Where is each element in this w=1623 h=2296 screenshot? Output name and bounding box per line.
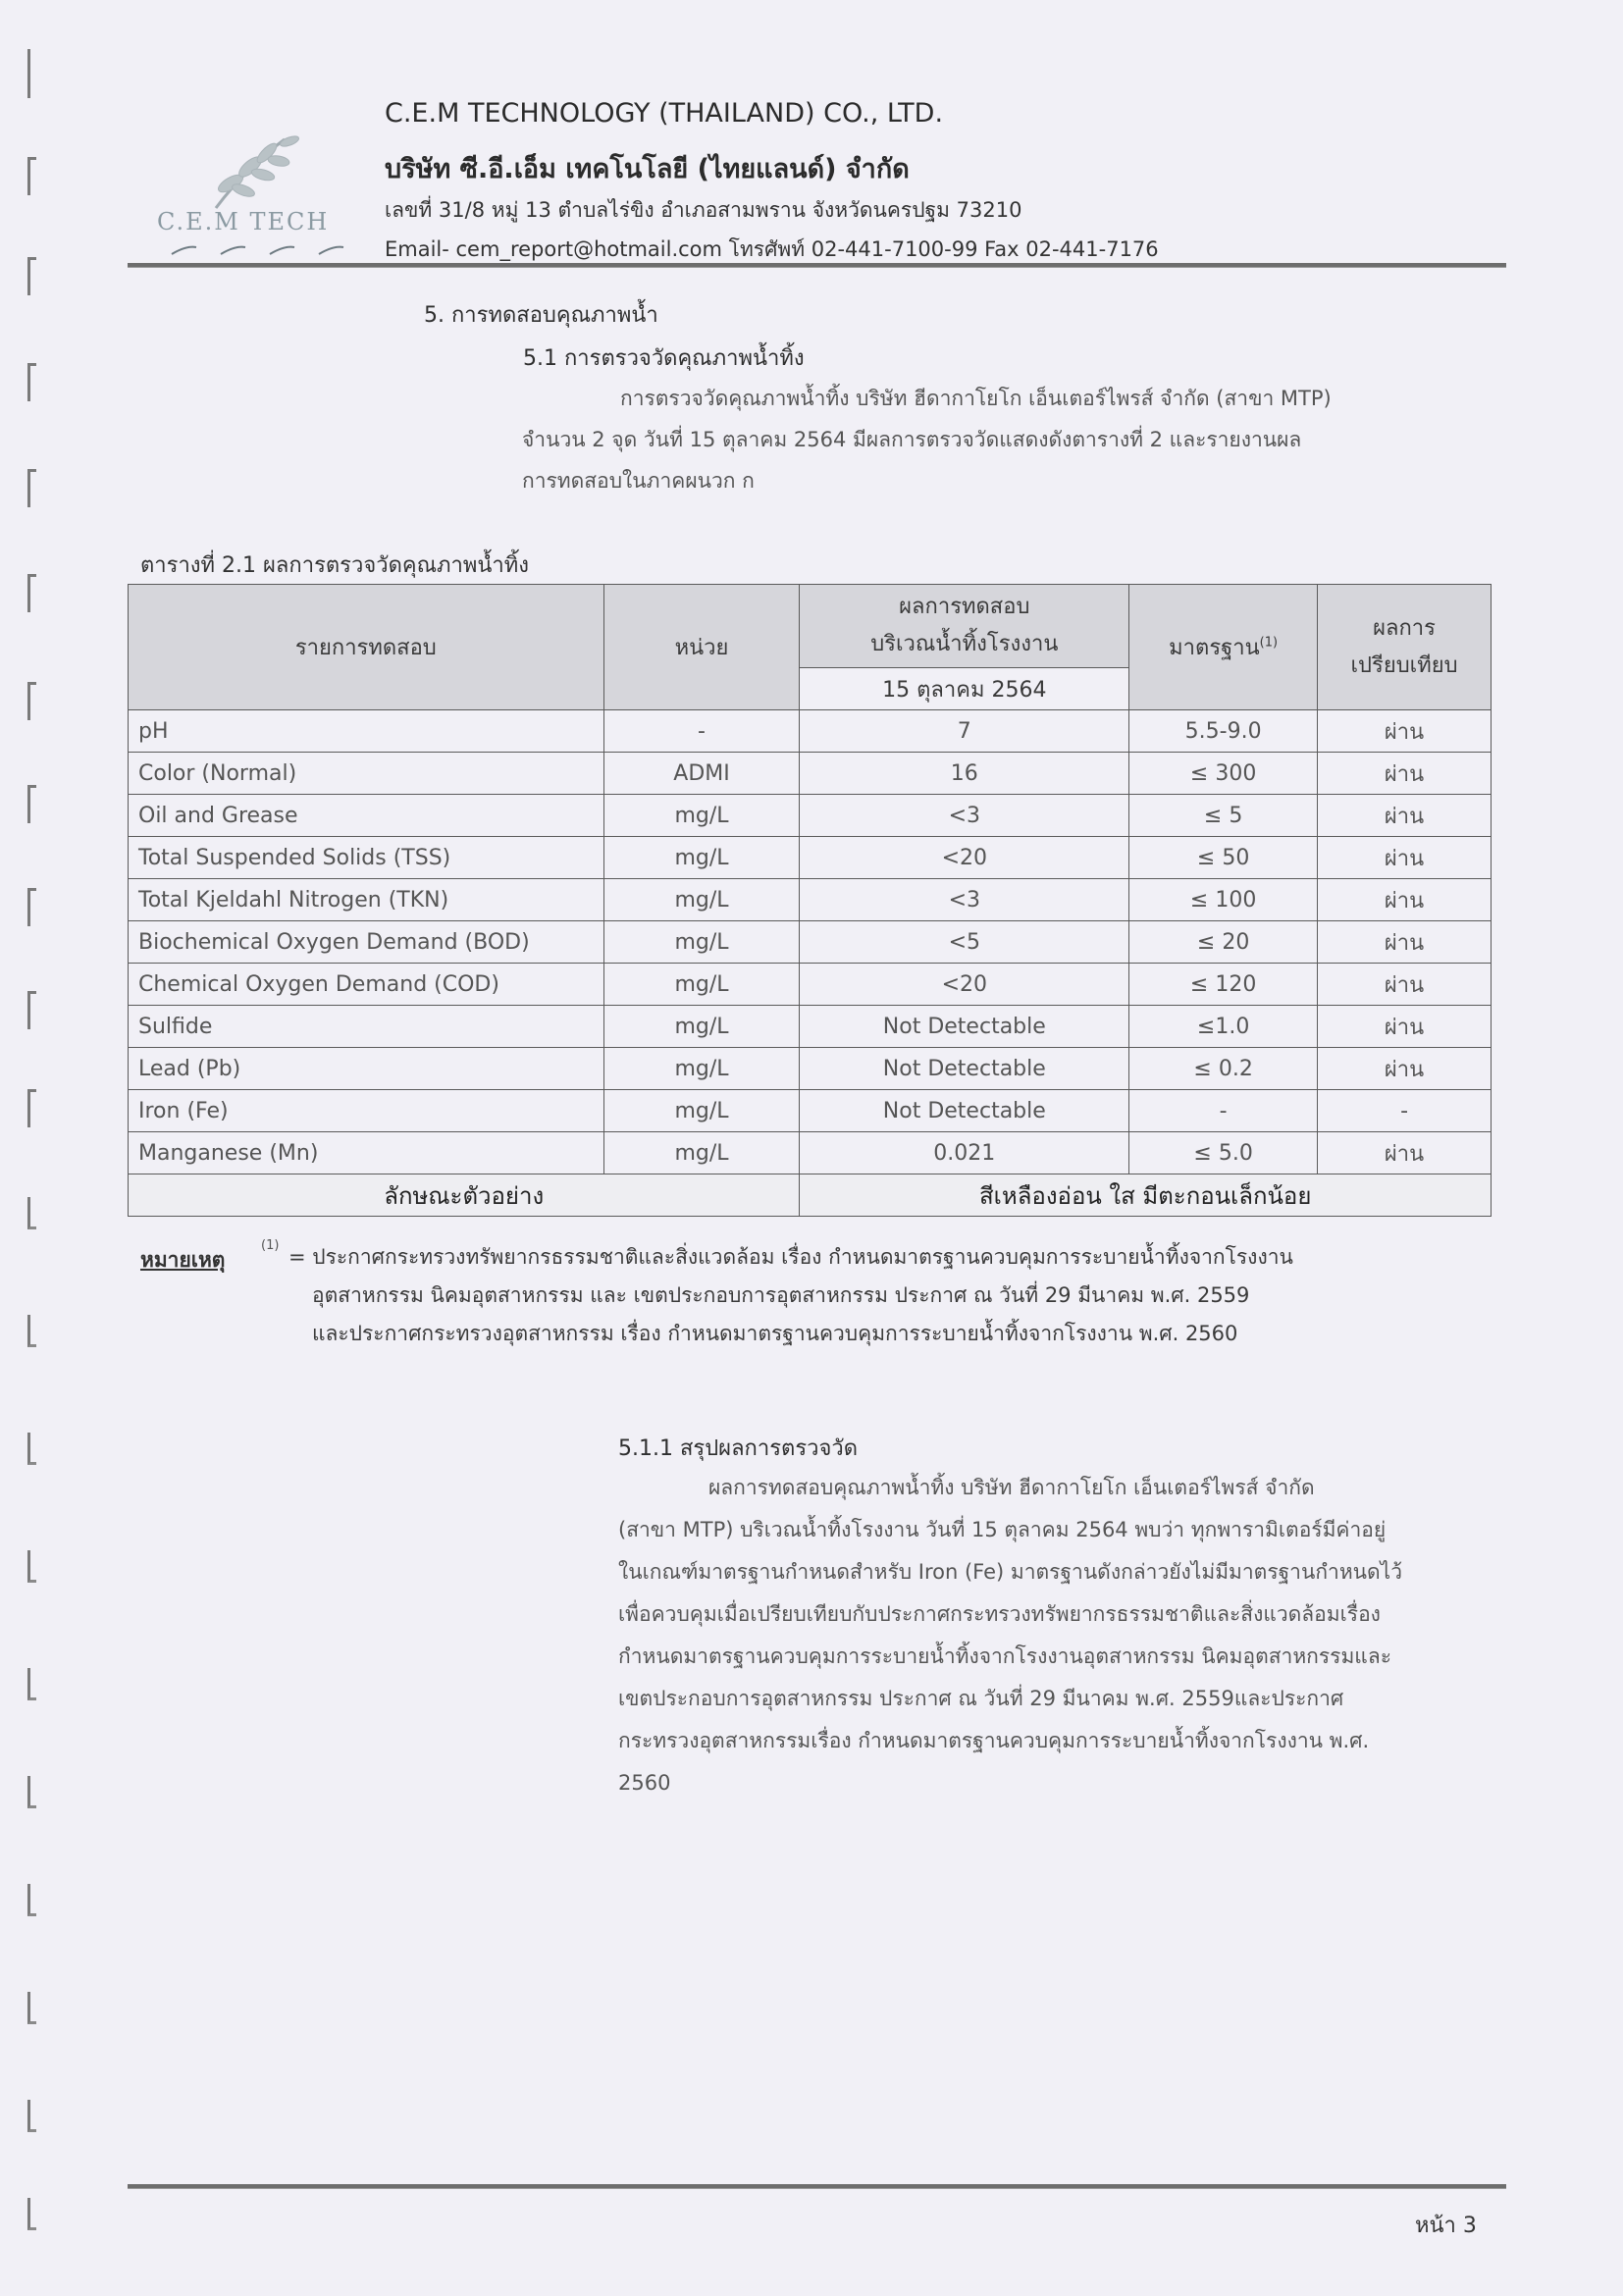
cell-unit: mg/L bbox=[603, 1132, 800, 1174]
header-compare-line2: เปรียบเทียบ bbox=[1350, 652, 1458, 678]
characteristic-label: ลักษณะตัวอย่าง bbox=[129, 1174, 800, 1217]
logo-text: C.E.M TECH bbox=[157, 208, 330, 235]
cell-result: Not Detectable bbox=[800, 1048, 1129, 1090]
note-line-2: อุตสาหกรรม นิคมอุตสาหกรรม และ เขตประกอบการอุตสาหกรรม ประกาศ ณ วันที่ 29 มีนาคม พ.ศ. 2559 bbox=[312, 1283, 1250, 1307]
cell-standard: - bbox=[1129, 1090, 1318, 1132]
intro-line-3: การทดสอบในภาคผนวก ก bbox=[522, 469, 755, 493]
characteristic-value: สีเหลืองอ่อน ใส มีตะกอนเล็กน้อย bbox=[800, 1174, 1492, 1217]
cell-unit: - bbox=[603, 710, 800, 753]
cell-result: Not Detectable bbox=[800, 1090, 1129, 1132]
summary-line-7: กระทรวงอุตสาหกรรมเรื่อง กำหนดมาตรฐานควบคุมการระบายน้ำทิ้งจากโรงงาน พ.ศ. bbox=[618, 1729, 1370, 1752]
header-result-line2: บริเวณน้ำทิ้งโรงงาน bbox=[870, 632, 1059, 656]
table-row bbox=[129, 1048, 1492, 1090]
header-standard-label: มาตรฐาน bbox=[1169, 636, 1260, 660]
note-sup: (1) bbox=[261, 1238, 280, 1253]
cell-compare: ผ่าน bbox=[1318, 710, 1492, 753]
cell-unit: mg/L bbox=[603, 837, 800, 879]
results-table bbox=[128, 584, 1492, 1217]
cell-unit: mg/L bbox=[603, 1006, 800, 1048]
cell-standard: ≤ 300 bbox=[1129, 753, 1318, 795]
cell-item: Lead (Pb) bbox=[129, 1048, 604, 1090]
table-row bbox=[129, 795, 1492, 837]
cell-result: <3 bbox=[800, 879, 1129, 921]
table-row bbox=[129, 1132, 1492, 1174]
leaf-icon bbox=[157, 130, 353, 218]
company-contact: Email- cem_report@hotmail.com โทรศัพท์ 02-441-7100-99 Fax 02-441-7176 bbox=[385, 237, 1159, 261]
summary-line-1: ผลการทดสอบคุณภาพน้ำทิ้ง บริษัท ฮีดากาโยโก เอ็นเตอร์ไพรส์ จำกัด bbox=[708, 1476, 1315, 1499]
header-date: 15 ตุลาคม 2564 bbox=[800, 668, 1129, 710]
note-line-3: และประกาศกระทรวงอุตสาหกรรม เรื่อง กำหนดมาตรฐานควบคุมการระบายน้ำทิ้งจากโรงงาน พ.ศ. 2560 bbox=[312, 1322, 1238, 1345]
cell-unit: ADMI bbox=[603, 753, 800, 795]
cell-item: Total Kjeldahl Nitrogen (TKN) bbox=[129, 879, 604, 921]
cell-compare: ผ่าน bbox=[1318, 964, 1492, 1006]
note-label: หมายเหตุ bbox=[140, 1248, 226, 1272]
cell-result: 7 bbox=[800, 710, 1129, 753]
cell-unit: mg/L bbox=[603, 795, 800, 837]
summary-heading: 5.1.1 สรุปผลการตรวจวัด bbox=[618, 1436, 859, 1461]
cell-standard: ≤ 5 bbox=[1129, 795, 1318, 837]
page-number: หน้า 3 bbox=[1415, 2214, 1477, 2238]
table-row bbox=[129, 753, 1492, 795]
cell-result: <3 bbox=[800, 795, 1129, 837]
table-row bbox=[129, 964, 1492, 1006]
summary-line-3: ในเกณฑ์มาตรฐานกำหนดสำหรับ Iron (Fe) มาตรฐานดังกล่าวยังไม่มีมาตรฐานกำหนดไว้ bbox=[618, 1560, 1403, 1584]
header-unit: หน่วย bbox=[603, 585, 800, 710]
cell-result: <5 bbox=[800, 921, 1129, 964]
cell-compare: ผ่าน bbox=[1318, 1006, 1492, 1048]
header-divider bbox=[128, 263, 1506, 268]
cell-compare: ผ่าน bbox=[1318, 795, 1492, 837]
table-row bbox=[129, 1090, 1492, 1132]
cell-compare: ผ่าน bbox=[1318, 1048, 1492, 1090]
cell-compare: ผ่าน bbox=[1318, 879, 1492, 921]
section-heading: 5. การทดสอบคุณภาพน้ำ bbox=[424, 303, 658, 328]
cell-standard: ≤ 5.0 bbox=[1129, 1132, 1318, 1174]
cell-compare: - bbox=[1318, 1090, 1492, 1132]
cell-standard: ≤ 20 bbox=[1129, 921, 1318, 964]
cell-unit: mg/L bbox=[603, 921, 800, 964]
table-row bbox=[129, 1006, 1492, 1048]
cell-item: Manganese (Mn) bbox=[129, 1132, 604, 1174]
header-standard-sup: (1) bbox=[1259, 635, 1279, 651]
table-row bbox=[129, 879, 1492, 921]
company-name-en: C.E.M TECHNOLOGY (THAILAND) CO., LTD. bbox=[385, 98, 944, 129]
cell-item: Sulfide bbox=[129, 1006, 604, 1048]
cell-unit: mg/L bbox=[603, 1090, 800, 1132]
section-subheading: 5.1 การตรวจวัดคุณภาพน้ำทิ้ง bbox=[523, 346, 805, 371]
table-row bbox=[129, 837, 1492, 879]
cell-standard: ≤ 100 bbox=[1129, 879, 1318, 921]
cell-result: <20 bbox=[800, 964, 1129, 1006]
note-line-1: = ประกาศกระทรวงทรัพยากรธรรมชาติและสิ่งแวดล้อม เรื่อง กำหนดมาตรฐานควบคุมการระบายน้ำทิ้งจากโรงงาน bbox=[288, 1245, 1293, 1269]
company-logo bbox=[157, 130, 353, 267]
summary-line-6: เขตประกอบการอุตสาหกรรม ประกาศ ณ วันที่ 29 มีนาคม พ.ศ. 2559และประกาศ bbox=[618, 1687, 1344, 1710]
table-row bbox=[129, 710, 1492, 753]
cell-standard: ≤ 120 bbox=[1129, 964, 1318, 1006]
cell-compare: ผ่าน bbox=[1318, 921, 1492, 964]
header-result bbox=[800, 585, 1129, 668]
cell-item: pH bbox=[129, 710, 604, 753]
intro-line-2: จำนวน 2 จุด วันที่ 15 ตุลาคม 2564 มีผลการตรวจวัดแสดงดังตารางที่ 2 และรายงานผล bbox=[522, 428, 1302, 451]
summary-line-2: (สาขา MTP) บริเวณน้ำทิ้งโรงงาน วันที่ 15 ตุลาคม 2564 พบว่า ทุกพารามิเตอร์มีค่าอยู่ bbox=[618, 1518, 1387, 1541]
cell-compare: ผ่าน bbox=[1318, 837, 1492, 879]
cell-unit: mg/L bbox=[603, 1048, 800, 1090]
cell-item: Iron (Fe) bbox=[129, 1090, 604, 1132]
cell-standard: ≤ 0.2 bbox=[1129, 1048, 1318, 1090]
summary-line-8: 2560 bbox=[618, 1771, 671, 1795]
summary-line-4: เพื่อควบคุมเมื่อเปรียบเทียบกับประกาศกระทรวงทรัพยากรธรรมชาติและสิ่งแวดล้อมเรื่อง bbox=[618, 1602, 1381, 1626]
cell-standard: 5.5-9.0 bbox=[1129, 710, 1318, 753]
cell-item: Color (Normal) bbox=[129, 753, 604, 795]
cell-standard: ≤1.0 bbox=[1129, 1006, 1318, 1048]
summary-line-5: กำหนดมาตรฐานควบคุมการระบายน้ำทิ้งจากโรงงานอุตสาหกรรม นิคมอุตสาหกรรมและ bbox=[618, 1644, 1391, 1668]
company-address: เลขที่ 31/8 หมู่ 13 ตำบลไร่ขิง อำเภอสามพราน จังหวัดนครปฐม 73210 bbox=[385, 198, 1022, 222]
cell-standard: ≤ 50 bbox=[1129, 837, 1318, 879]
cell-result: Not Detectable bbox=[800, 1006, 1129, 1048]
cell-unit: mg/L bbox=[603, 879, 800, 921]
logo-underline-icon bbox=[167, 239, 353, 259]
footer-divider bbox=[128, 2184, 1506, 2189]
intro-line-1: การตรวจวัดคุณภาพน้ำทิ้ง บริษัท ฮีดากาโยโก เอ็นเตอร์ไพรส์ จำกัด (สาขา MTP) bbox=[620, 387, 1332, 410]
header-compare-line1: ผลการ bbox=[1373, 615, 1436, 641]
cell-unit: mg/L bbox=[603, 964, 800, 1006]
cell-result: 0.021 bbox=[800, 1132, 1129, 1174]
cell-item: Total Suspended Solids (TSS) bbox=[129, 837, 604, 879]
header-result-line1: ผลการทดสอบ bbox=[899, 595, 1030, 619]
header-item: รายการทดสอบ bbox=[129, 585, 604, 710]
company-name-th: บริษัท ซี.อี.เอ็ม เทคโนโลยี (ไทยแลนด์) จำกัด bbox=[385, 154, 910, 184]
cell-item: Biochemical Oxygen Demand (BOD) bbox=[129, 921, 604, 964]
cell-compare: ผ่าน bbox=[1318, 1132, 1492, 1174]
cell-item: Chemical Oxygen Demand (COD) bbox=[129, 964, 604, 1006]
cell-result: <20 bbox=[800, 837, 1129, 879]
header-standard bbox=[1129, 585, 1318, 710]
cell-compare: ผ่าน bbox=[1318, 753, 1492, 795]
table-caption: ตารางที่ 2.1 ผลการตรวจวัดคุณภาพน้ำทิ้ง bbox=[140, 553, 529, 578]
cell-result: 16 bbox=[800, 753, 1129, 795]
cell-item: Oil and Grease bbox=[129, 795, 604, 837]
table-row bbox=[129, 921, 1492, 964]
header-compare bbox=[1318, 585, 1492, 710]
